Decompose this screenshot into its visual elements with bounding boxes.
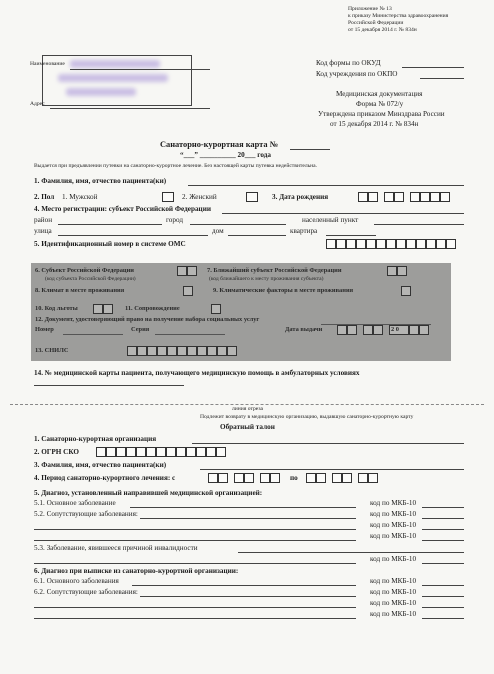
coupon-5-1-input[interactable] <box>130 507 356 508</box>
issued-note: Выдается при предъявлении путевки на санаторно-курортное лечение. Без настоящей карты путевка недействительна. <box>34 163 318 169</box>
field-2-label: 2. Пол <box>34 193 55 201</box>
field-14-input[interactable] <box>34 385 184 386</box>
doc-year-prefix: 2 0 <box>391 326 399 333</box>
gender-male-label: 1. Мужской <box>62 193 98 201</box>
field-8-cell[interactable] <box>183 286 193 296</box>
field-10-label: 10. Код льготы <box>35 305 78 312</box>
field-6-cell[interactable] <box>187 266 197 276</box>
coupon-6-2-label: 6.2. Сопутствующие заболевания: <box>34 588 138 596</box>
field-7-cell[interactable] <box>387 266 397 276</box>
district-label: район <box>34 216 53 224</box>
mkb-label: код по МКБ-10 <box>370 610 417 618</box>
mkb-input[interactable] <box>422 563 464 564</box>
mkb-label: код по МКБ-10 <box>370 532 417 540</box>
mkb-label: код по МКБ-10 <box>370 588 417 596</box>
coupon-4-label: 4. Период санаторно-курортного лечения: с <box>34 474 176 482</box>
field-8-label: 8. Климат в месте проживания <box>35 287 125 294</box>
field-14-label: 14. № медицинской карты пациента, получающего медицинскую помощь в амбулаторных условиях <box>34 369 360 377</box>
settlement-label: населенный пункт <box>302 216 359 224</box>
coupon-6-1-label: 6.1. Основного заболевания <box>34 577 119 585</box>
field-7-cell[interactable] <box>397 266 407 276</box>
coupon-6-label: 6. Диагноз при выписке из санаторно-курортной организации: <box>34 567 239 575</box>
coupon-5-label: 5. Диагноз, установленный направившей медицинской организацией: <box>34 489 263 497</box>
mkb-input[interactable] <box>422 540 464 541</box>
mkb-label: код по МКБ-10 <box>370 577 417 585</box>
coupon-1-label: 1. Санаторно-курортная организация <box>34 435 157 443</box>
okpo-line <box>420 78 464 79</box>
mkb-label: код по МКБ-10 <box>370 521 417 529</box>
field-1-input[interactable] <box>188 185 464 186</box>
appendix-line-3: Российской Федерации <box>348 20 404 26</box>
okpo-label: Код учреждения по ОКПО <box>316 70 398 78</box>
cut-line <box>10 404 484 405</box>
coupon-6-2-input-line[interactable] <box>34 607 356 608</box>
district-input[interactable] <box>58 224 162 225</box>
med-doc-line-3: Утверждена приказом Минздрава России <box>318 110 445 118</box>
field-6-label: 6. Субъект Российской Федерации <box>35 267 134 274</box>
med-doc-line-4: от 15 декабря 2014 г. № 834н <box>330 120 419 128</box>
mkb-input[interactable] <box>422 507 464 508</box>
appendix-line-4: от 15 декабря 2014 г. № 834н <box>348 27 417 33</box>
field-10-cell[interactable] <box>93 304 103 314</box>
doc-issue-date-label: Дата выдачи <box>285 326 323 333</box>
field-9-label: 9. Климатические факторы в месте проживания <box>213 287 354 294</box>
apartment-label: квартира <box>290 227 318 235</box>
field-4-label: 4. Место регистрации: субъект Российской Федерации <box>34 205 211 213</box>
coupon-3-label: 3. Фамилия, имя, отчество пациента(ки) <box>34 461 167 469</box>
coupon-5-2-input[interactable] <box>140 518 356 519</box>
card-number-line <box>290 149 330 150</box>
field-4-input[interactable] <box>222 213 464 214</box>
street-label: улица <box>34 227 52 235</box>
doc-number-input[interactable] <box>63 334 123 335</box>
mkb-label: код по МКБ-10 <box>370 555 417 563</box>
apartment-input[interactable] <box>326 235 376 236</box>
coupon-5-2-label: 5.2. Сопутствующие заболевания: <box>34 510 138 518</box>
field-6-note: (код субъекта Российской Федерации) <box>45 276 136 282</box>
med-doc-line-1: Медицинская документация <box>336 90 423 98</box>
return-note: Подлежит возврату в медицинскую организацию, выдавшую санаторно-курортную карту <box>200 414 414 420</box>
coupon-title: Обратный талон <box>220 423 275 431</box>
med-doc-line-2: Форма № 072/у <box>356 100 404 108</box>
gender-male-checkbox[interactable] <box>162 192 174 202</box>
shaded-privileges-block <box>31 263 451 361</box>
redacted-text <box>58 74 168 82</box>
coupon-5-2-input-line[interactable] <box>34 540 356 541</box>
org-name-label: Наименование <box>30 61 65 67</box>
coupon-3-input[interactable] <box>200 469 464 470</box>
period-to-label: по <box>290 474 298 482</box>
field-10-cell[interactable] <box>103 304 113 314</box>
gender-female-label: 2. Женский <box>182 193 217 201</box>
mkb-input[interactable] <box>422 596 464 597</box>
field-3-label: 3. Дата рождения <box>272 193 329 201</box>
appendix-line-2: к приказу Министерства здравоохранения <box>348 13 449 19</box>
coupon-5-3-input-line[interactable] <box>34 563 356 564</box>
house-input[interactable] <box>228 235 286 236</box>
address-label: Адрес <box>30 101 45 107</box>
coupon-5-2-input-line[interactable] <box>34 529 356 530</box>
doc-number-label: Номер <box>35 326 54 333</box>
cut-line-label: линия отреза <box>232 406 264 412</box>
doc-series-input[interactable] <box>155 334 225 335</box>
mkb-label: код по МКБ-10 <box>370 499 417 507</box>
field-6-cell[interactable] <box>177 266 187 276</box>
field-11-label: 11. Сопровождение <box>125 305 180 312</box>
org-name-line <box>70 69 210 70</box>
coupon-2-label: 2. ОГРН СКО <box>34 448 79 456</box>
coupon-6-2-input-line[interactable] <box>34 618 356 619</box>
house-label: дом <box>212 227 224 235</box>
gender-female-checkbox[interactable] <box>246 192 258 202</box>
redacted-text <box>66 88 136 96</box>
street-input[interactable] <box>58 235 208 236</box>
mkb-input[interactable] <box>422 607 464 608</box>
coupon-5-1-label: 5.1. Основное заболевание <box>34 499 116 507</box>
card-title: Санаторно-курортная карта № <box>160 140 279 149</box>
coupon-6-1-input[interactable] <box>132 585 356 586</box>
mkb-label: код по МКБ-10 <box>370 599 417 607</box>
field-7-note: (код ближайшего к месту проживания субъекта) <box>209 276 324 282</box>
appendix-line-1: Приложение № 13 <box>348 6 392 12</box>
mkb-input[interactable] <box>422 585 464 586</box>
okud-line <box>402 67 464 68</box>
coupon-5-3-input[interactable] <box>238 552 464 553</box>
coupon-1-input[interactable] <box>192 443 464 444</box>
okud-label: Код формы по ОКУД <box>316 59 381 67</box>
mkb-input[interactable] <box>422 518 464 519</box>
field-9-cell[interactable] <box>401 286 411 296</box>
field-11-cell[interactable] <box>211 304 221 314</box>
address-line <box>50 108 210 109</box>
card-date-line: “___” __________ 20___ года <box>180 151 271 159</box>
mkb-input[interactable] <box>422 618 464 619</box>
redacted-text <box>70 60 160 68</box>
settlement-input[interactable] <box>374 224 464 225</box>
field-12-label: 12. Документ, удостоверяющий право на получение набора социальных услуг <box>35 316 260 323</box>
coupon-6-2-input[interactable] <box>140 596 356 597</box>
field-1-label: 1. Фамилия, имя, отчество пациента(ки) <box>34 177 167 185</box>
city-label: город <box>166 216 183 224</box>
doc-series-label: Серия <box>131 326 150 333</box>
city-input[interactable] <box>190 224 286 225</box>
mkb-input[interactable] <box>422 529 464 530</box>
field-5-label: 5. Идентификационный номер в системе ОМС <box>34 240 186 248</box>
mkb-label: код по МКБ-10 <box>370 510 417 518</box>
coupon-5-3-label: 5.3. Заболевание, явившееся причиной инвалидности <box>34 544 198 552</box>
field-7-label: 7. Ближайший субъект Российской Федерации <box>207 267 342 274</box>
field-13-label: 13. СНИЛС <box>35 347 69 354</box>
